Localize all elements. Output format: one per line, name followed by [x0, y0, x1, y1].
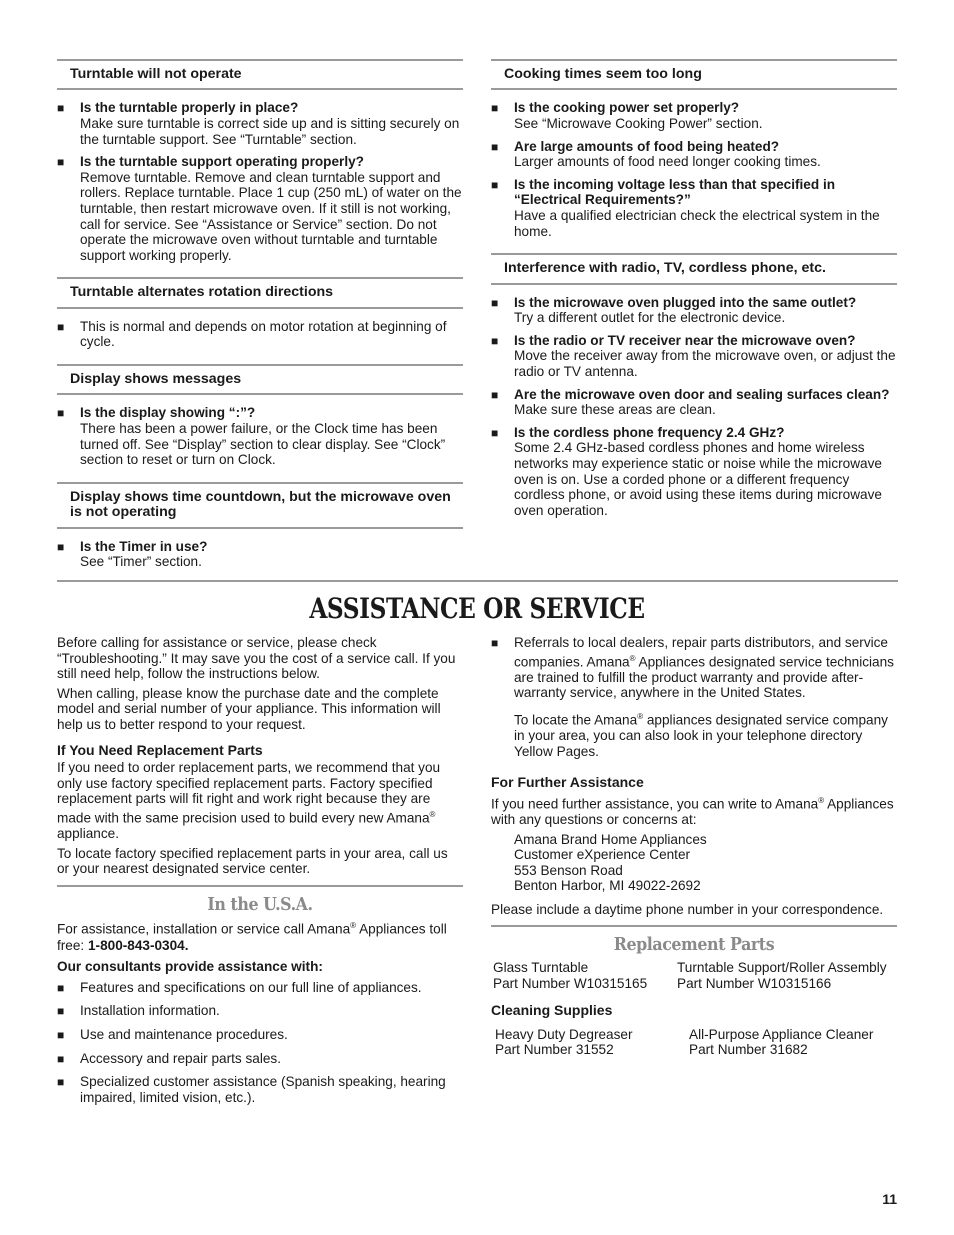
item-text: Appliances designated service technicians are trained to fulfill the product warranty and provide after-warranty service, anywhere in the United States.	[514, 654, 894, 701]
cleaning-list	[491, 1027, 897, 1058]
part-item	[493, 960, 677, 991]
list-item	[491, 139, 897, 170]
list-item	[57, 405, 463, 467]
answer: See “Timer” section.	[80, 554, 202, 570]
item-text: Use and maintenance procedures.	[80, 1026, 288, 1042]
question: Are large amounts of food being heated?	[514, 138, 780, 154]
answer: Make sure turntable is correct side up and is sitting securely on the turntable support. See “Turntable” section.	[80, 116, 460, 147]
page-number: 11	[882, 1191, 897, 1207]
list-item	[57, 539, 463, 570]
part-item	[689, 1027, 873, 1058]
part-number: Part Number 31552	[495, 1042, 614, 1058]
replacement-parts-heading: If You Need Replacement Parts	[57, 741, 263, 758]
part-name: All-Purpose Appliance Cleaner	[689, 1026, 874, 1042]
item-text: Installation information.	[80, 1003, 220, 1019]
section-heading: Display shows messages	[57, 364, 463, 395]
section-heading: Interference with radio, TV, cordless phone, etc.	[491, 253, 897, 284]
replacement-parts-title: Replacement Parts	[613, 933, 775, 955]
address-line: 553 Benson Road	[514, 862, 623, 878]
consultants-heading: Our consultants provide assistance with:	[57, 959, 323, 975]
part-number: Part Number W10315166	[677, 975, 832, 991]
daytime-note: Please include a daytime phone number in your correspondence.	[491, 901, 884, 917]
answer: Remove turntable. Remove and clean turntable support and rollers. Replace turntable. Place 1 cup (250 mL) of water on the turntable, then restart microwave oven. If it still is not working, call for service. See “Assistance or Service” section. Do not operate the microwave oven without turntable and turntable support working properly.	[80, 169, 462, 263]
answer: This is normal and depends on motor rotation at beginning of cycle.	[80, 318, 447, 350]
referrals-list	[491, 635, 897, 759]
usa-paragraph	[57, 918, 463, 953]
address-line: Amana Brand Home Appliances	[514, 831, 707, 847]
item-text: Specialized customer assistance (Spanish speaking, hearing impaired, limited vision, etc.).	[80, 1074, 446, 1105]
bullet-icon: ■	[491, 333, 499, 348]
bullet-icon: ■	[57, 539, 65, 554]
text: If you need further assistance, you can write to Amana	[491, 796, 819, 812]
troubleshooting-left-column	[57, 59, 463, 570]
section-heading: Display shows time countdown, but the microwave oven is not operating	[57, 482, 463, 529]
list-item	[491, 177, 897, 239]
text: For assistance, installation or service call Amana	[57, 921, 351, 937]
part-number: Part Number 31682	[689, 1042, 808, 1058]
question: Is the cooking power set properly?	[514, 100, 740, 116]
question: Is the microwave oven plugged into the same outlet?	[514, 294, 857, 310]
cleaning-supplies-heading: Cleaning Supplies	[491, 1002, 613, 1019]
list-item	[491, 425, 897, 519]
part-number: Part Number W10315165	[493, 975, 648, 991]
answer: Try a different outlet for the electronic device.	[514, 310, 786, 326]
question: Is the Timer in use?	[80, 538, 208, 554]
question: Is the radio or TV receiver near the microwave oven?	[514, 332, 856, 348]
troubleshooting-right-column	[491, 59, 897, 518]
text: Appliances with any questions or concerns at:	[491, 796, 894, 827]
section-divider	[57, 580, 898, 582]
assistance-right-column	[491, 635, 897, 1058]
bullet-icon: ■	[491, 177, 499, 192]
list-item	[491, 295, 897, 326]
list-item	[57, 1027, 463, 1043]
replacement-paragraph	[57, 760, 463, 842]
question: Is the incoming voltage less than that specified in “Electrical Requirements?”	[514, 176, 836, 208]
mailing-address	[491, 832, 897, 894]
section-heading: Cooking times seem too long	[491, 59, 897, 90]
intro-paragraph: Before calling for assistance or service, please check “Troubleshooting.” It may save you the cost of a service call. If you still need help, follow the instructions below.	[57, 635, 456, 682]
answer: Some 2.4 GHz-based cordless phones and home wireless networks may experience static or noise while the microwave oven is on. Use a corded phone or a different frequency cordless phone, or avoid using these items during microwave oven operation.	[514, 440, 882, 518]
text: If you need to order replacement parts, we recommend that you only use factory specified replacement parts. Factory specified replacement parts will fit right and work right because they are made with the same precision used to build every new Amana	[57, 760, 441, 826]
question: Is the display showing “:”?	[80, 405, 256, 421]
question: Is the cordless phone frequency 2.4 GHz?	[514, 424, 785, 440]
bullet-icon: ■	[57, 319, 65, 334]
further-assistance-heading: For Further Assistance	[491, 774, 644, 791]
item-text: Accessory and repair parts sales.	[80, 1050, 281, 1066]
answer: Larger amounts of food need longer cooking times.	[514, 154, 821, 170]
part-name: Heavy Duty Degreaser	[495, 1026, 633, 1042]
part-name: Glass Turntable	[493, 960, 589, 976]
question: Are the microwave oven door and sealing surfaces clean?	[514, 386, 890, 402]
intro-paragraph: When calling, please know the purchase date and the complete model and serial number of your appliance. This information will help us to better respond to your request.	[57, 685, 441, 732]
registered-mark: ®	[818, 795, 825, 805]
section-divider	[491, 925, 897, 927]
locate-paragraph	[514, 709, 897, 759]
list-item	[57, 1051, 463, 1067]
answer: Move the receiver away from the microwave oven, or adjust the radio or TV antenna.	[514, 348, 896, 379]
answer: There has been a power failure, or the Clock time has been turned off. See “Display” section to clear display. See “Clock” section to reset or turn on Clock.	[80, 420, 446, 468]
item-text: Features and specifications on our full line of appliances.	[80, 979, 422, 995]
bullet-icon: ■	[57, 1027, 65, 1042]
list-item	[57, 1074, 463, 1105]
list-item	[57, 319, 463, 350]
section-heading: Turntable alternates rotation directions	[57, 277, 463, 308]
bullet-icon: ■	[57, 406, 65, 421]
text: appliance.	[57, 826, 119, 842]
list-item	[57, 1003, 463, 1019]
list-item	[491, 333, 897, 380]
bullet-icon: ■	[491, 101, 499, 116]
address-line: Benton Harbor, MI 49022-2692	[514, 878, 701, 894]
item-list	[57, 100, 463, 263]
item-list	[57, 405, 463, 467]
address-line: Customer eXperience Center	[514, 847, 691, 863]
assistance-left-column	[57, 635, 463, 1105]
usa-heading: In the U.S.A.	[207, 893, 313, 915]
answer: Make sure these areas are clean.	[514, 402, 716, 418]
phone-number[interactable]: 1-800-843-0304.	[87, 937, 189, 953]
registered-mark: ®	[637, 711, 644, 721]
bullet-icon: ■	[57, 1075, 65, 1090]
page-title: ASSISTANCE OR SERVICE	[309, 592, 645, 625]
list-item	[57, 154, 463, 263]
item-list	[57, 319, 463, 350]
bullet-icon: ■	[57, 155, 65, 170]
list-item	[57, 980, 463, 996]
bullet-icon: ■	[491, 295, 499, 310]
item-list	[491, 295, 897, 519]
part-item	[495, 1027, 689, 1058]
registered-mark: ®	[429, 809, 436, 819]
registered-mark: ®	[629, 653, 636, 663]
part-item	[677, 960, 887, 991]
text: appliances designated service company in your area, you can also look in your telephone directory Yellow Pages.	[514, 712, 888, 759]
replacement-paragraph: To locate factory specified replacement parts in your area, call us or your nearest designated service center.	[57, 845, 448, 877]
consultant-list	[57, 980, 463, 1106]
bullet-icon: ■	[57, 1051, 65, 1066]
list-item	[491, 100, 897, 131]
bullet-icon: ■	[57, 101, 65, 116]
section-divider	[57, 885, 463, 887]
answer: See “Microwave Cooking Power” section.	[514, 116, 763, 131]
text: To locate the Amana	[514, 712, 638, 728]
bullet-icon: ■	[491, 139, 499, 154]
list-item	[491, 387, 897, 418]
item-list	[491, 100, 897, 239]
list-item	[57, 100, 463, 147]
further-paragraph	[491, 793, 897, 828]
bullet-icon: ■	[57, 980, 65, 995]
part-name: Turntable Support/Roller Assembly	[677, 960, 887, 976]
list-item	[491, 635, 897, 759]
bullet-icon: ■	[491, 387, 499, 402]
bullet-icon: ■	[57, 1004, 65, 1019]
text: Appliances toll free:	[57, 921, 447, 953]
section-heading: Turntable will not operate	[57, 59, 463, 90]
bullet-icon: ■	[491, 636, 499, 650]
answer: Have a qualified electrician check the electrical system in the home.	[514, 207, 880, 239]
question: Is the turntable support operating properly?	[80, 154, 364, 170]
parts-list	[491, 960, 897, 991]
item-text: Referrals to local dealers, repair parts distributors, and service companies. Amana	[514, 635, 888, 670]
registered-mark: ®	[350, 921, 357, 931]
question: Is the turntable properly in place?	[80, 100, 299, 116]
item-list	[57, 539, 463, 570]
bullet-icon: ■	[491, 425, 499, 440]
